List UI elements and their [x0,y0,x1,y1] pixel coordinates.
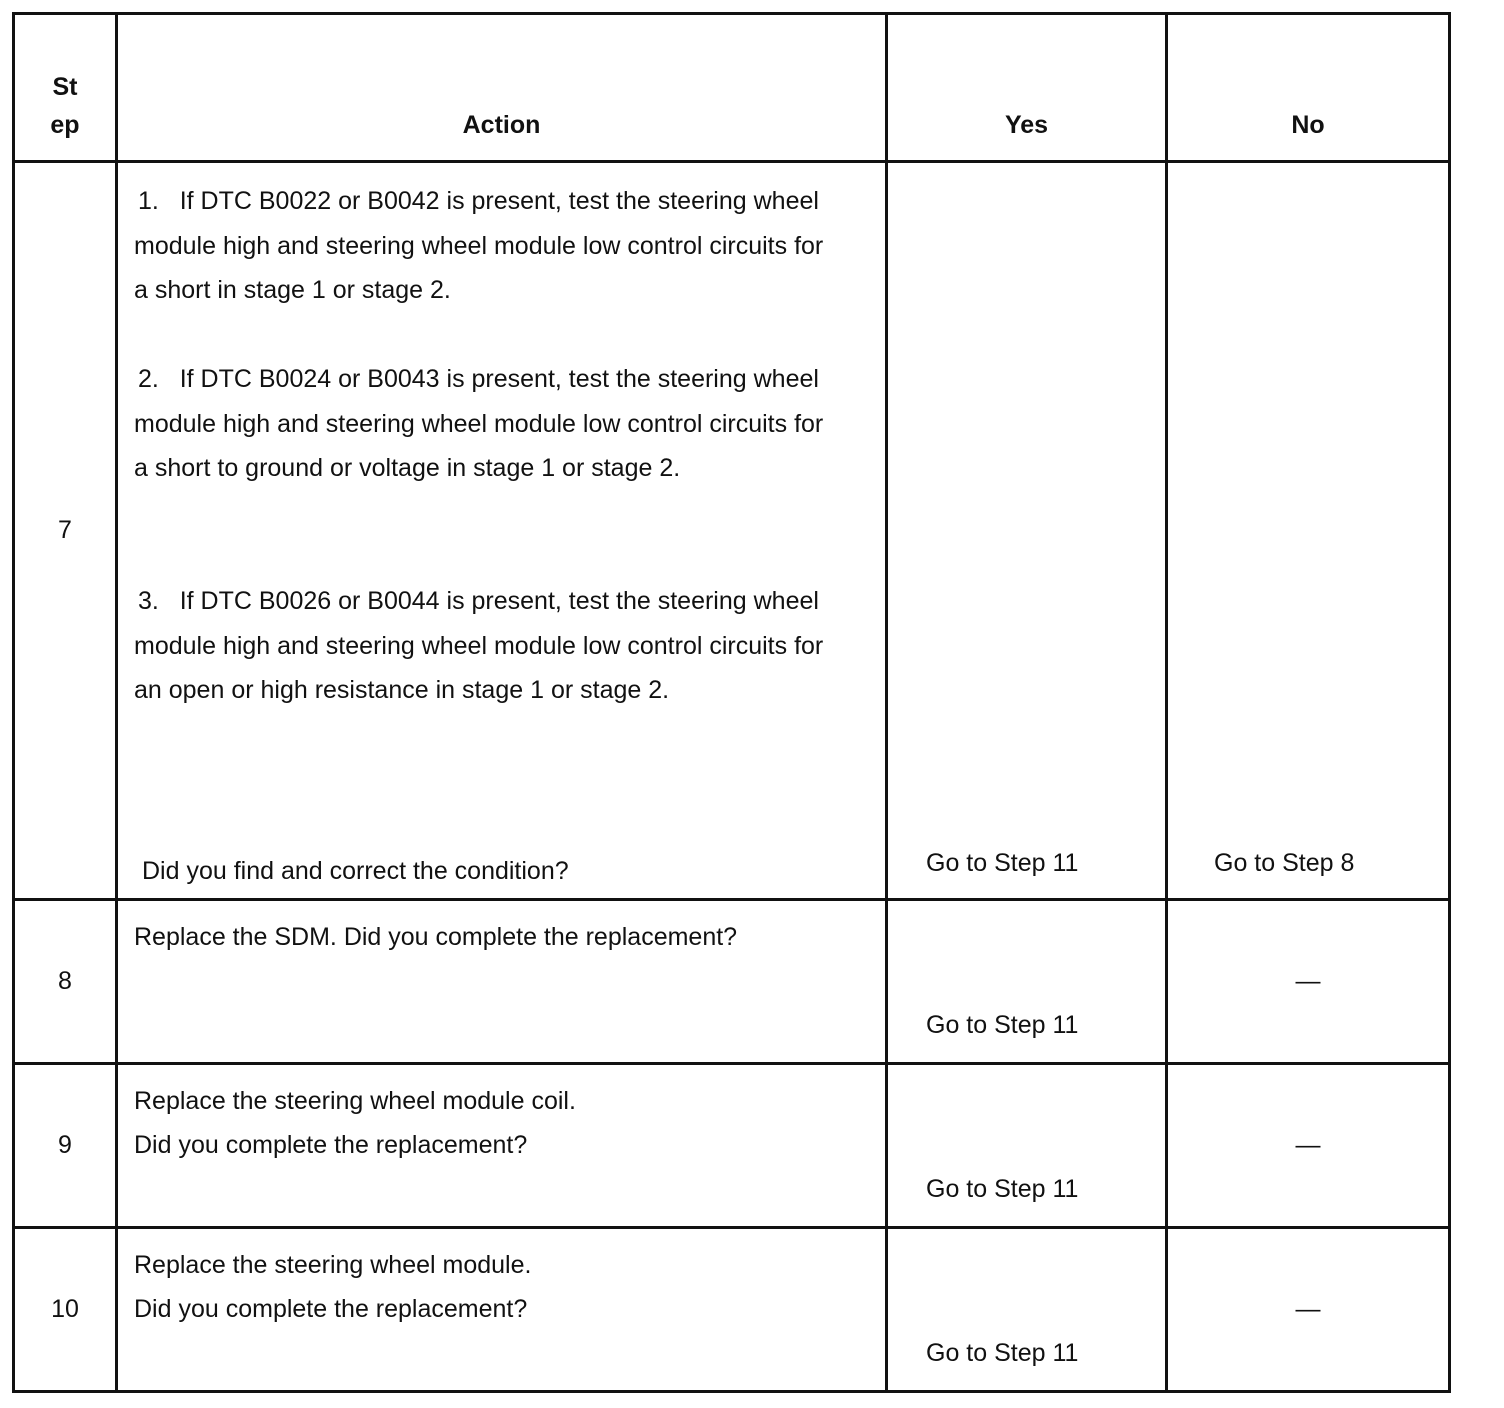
yes-go-to-step-11: Go to Step 11 [926,1011,1079,1039]
item-text: If DTC B0026 or B0044 is present, test the steering wheel module high and steering wheel module low control circuits for an open or high resistance in stage 1 or stage 2. [134,587,824,704]
action-item-1 [134,179,825,313]
header-row [14,14,1450,162]
action-question: Did you find and correct the condition? [142,857,569,885]
no-cell [1167,900,1450,1064]
table-row-step-9 [14,1064,1450,1228]
action-cell [117,900,887,1064]
action-line-1: Replace the steering wheel module. [134,1251,532,1279]
table-row-step-10 [14,1228,1450,1392]
no-go-to-step-8: Go to Step 8 [1214,849,1355,877]
yes-cell [887,162,1167,900]
no-cell [1167,1228,1450,1392]
item-number: 1. [138,187,159,215]
step-number: 9 [14,1064,117,1228]
table-row-step-8 [14,900,1450,1064]
header-step-line1: St [52,73,78,101]
action-cell [117,1228,887,1392]
no-cell [1167,162,1450,900]
step-number: 7 [14,162,117,900]
item-text: If DTC B0024 or B0043 is present, test the steering wheel module high and steering wheel module low control circuits for a short to ground or voltage in stage 1 or stage 2. [134,365,824,482]
item-number: 2. [138,365,159,393]
action-line-2: Did you complete the replacement? [134,1131,528,1159]
action-line-2: Did you complete the replacement? [134,1295,528,1323]
table-row-step-7 [14,162,1450,900]
diagnostic-table [12,12,1451,1393]
action-cell [117,162,887,900]
step-number: 10 [14,1228,117,1392]
yes-cell [887,1064,1167,1228]
yes-go-to-step-11: Go to Step 11 [926,1175,1079,1203]
header-no: No [1167,14,1450,162]
action-text: Replace the SDM. Did you complete the replacement? [134,923,738,951]
yes-cell [887,900,1167,1064]
no-dash: — [1295,1295,1321,1323]
yes-cell [887,1228,1167,1392]
no-dash: — [1295,1131,1321,1159]
action-cell [117,1064,887,1228]
no-dash: — [1295,967,1321,995]
header-step [14,14,117,162]
header-action: Action [117,14,887,162]
yes-go-to-step-11: Go to Step 11 [926,849,1079,877]
no-cell [1167,1064,1450,1228]
step-number: 8 [14,900,117,1064]
header-step-line2: ep [50,111,80,139]
action-line-1: Replace the steering wheel module coil. [134,1087,576,1115]
item-text: If DTC B0022 or B0042 is present, test the steering wheel module high and steering wheel module low control circuits for a short in stage 1 or stage 2. [134,187,824,304]
action-item-2 [134,357,825,491]
yes-go-to-step-11: Go to Step 11 [926,1339,1079,1367]
action-item-3 [134,579,825,713]
header-yes: Yes [887,14,1167,162]
item-number: 3. [138,587,159,615]
